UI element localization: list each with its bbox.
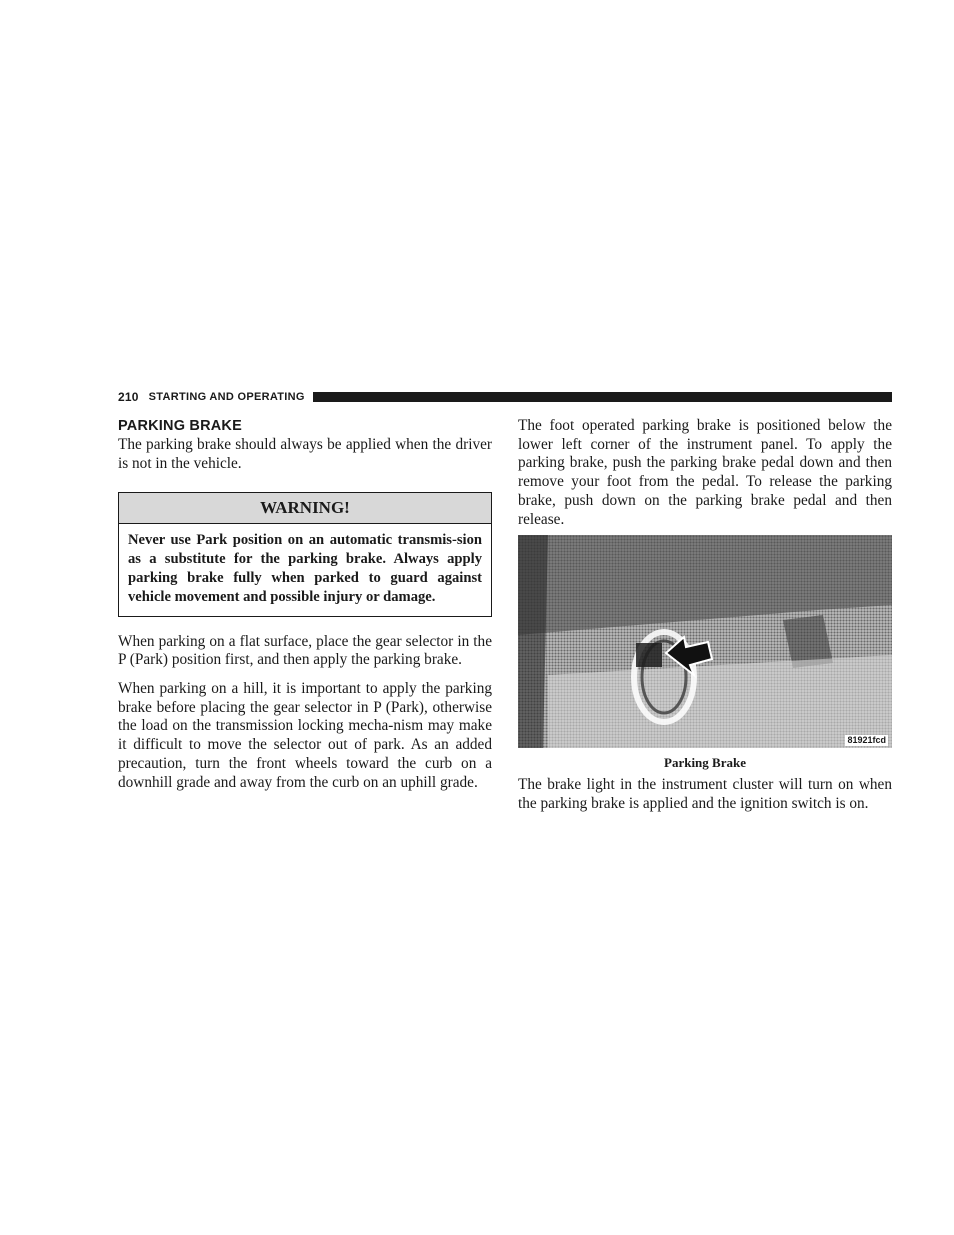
warning-body: Never use Park position on an automatic transmis-sion as a substitute for the parking brake. Always apply parking brake fully when parked to guard against vehicle movement and possible injury or damage. — [128, 532, 482, 605]
page-number: 210 — [118, 390, 139, 404]
foot-brake-paragraph: The foot operated parking brake is positioned below the lower left corner of the instrument panel. To apply the parking brake, push the parking brake pedal down and then remove your foot from the pedal. To release the parking brake, push down on the parking brake pedal and then release. — [518, 417, 892, 528]
section-title: STARTING AND OPERATING — [148, 391, 305, 403]
warning-box — [118, 492, 492, 616]
figure-caption: Parking Brake — [664, 755, 746, 771]
flat-surface-paragraph: When parking on a flat surface, place the gear selector in the P (Park) position first, and then apply the parking brake. — [118, 632, 492, 669]
left-column — [118, 417, 492, 792]
intro-paragraph: The parking brake should always be applied when the driver is not in the vehicle. — [118, 436, 492, 472]
hill-paragraph: When parking on a hill, it is important to apply the parking brake before placing the gear selector in P (Park), otherwise the load on the transmission locking mecha-nism may make it difficult to move the selector out of park. As an added precaution, turn the front wheels toward the curb on a downhill grade and away from the curb on an uphill grade. — [118, 680, 492, 791]
right-column — [518, 417, 892, 814]
brake-light-paragraph: The brake light in the instrument cluster will turn on when the parking brake is applied and the ignition switch is on. — [518, 776, 892, 812]
figure-code: 81921fcd — [847, 735, 886, 746]
header-rule — [313, 392, 892, 402]
page-header — [118, 390, 892, 404]
section-heading: PARKING BRAKE — [118, 418, 242, 434]
photo-illustration — [518, 535, 892, 748]
warning-title: WARNING! — [119, 493, 491, 524]
parking-brake-photo — [518, 535, 892, 748]
